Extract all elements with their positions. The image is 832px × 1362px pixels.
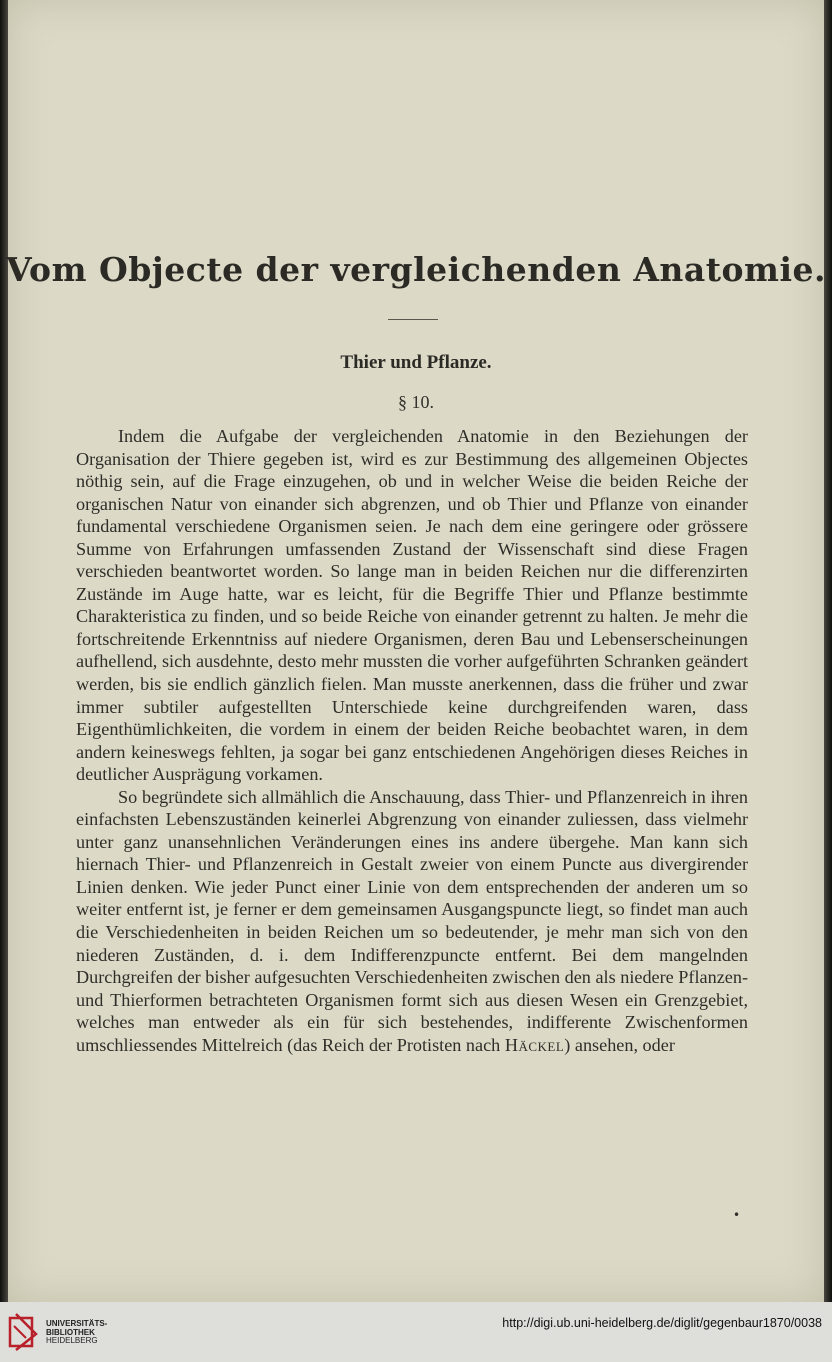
permalink-url[interactable]: http://digi.ub.uni-heidelberg.de/diglit/gegenbaur1870/0038 [502, 1316, 822, 1330]
margin-mark: • [733, 1208, 741, 1222]
library-name-line3: HEIDELBERG [46, 1336, 98, 1345]
body-text [76, 425, 748, 1056]
library-logo-icon [8, 1312, 38, 1352]
library-name-line1: UNIVERSITÄTS- [46, 1319, 108, 1328]
footer-bar [0, 1302, 832, 1362]
library-name-line2: BIBLIOTHEK [46, 1327, 95, 1337]
chapter-title: Vom Objecte der vergleichenden Anatomie. [5, 250, 826, 289]
author-name-haeckel: Häckel [504, 1034, 565, 1055]
paragraph-2-end: ) ansehen, oder [564, 1034, 675, 1055]
title-divider [388, 319, 438, 320]
book-edge-right [824, 0, 832, 1302]
section-number: § 10. [398, 392, 434, 412]
paragraph-2 [76, 786, 748, 1057]
paragraph-1: Indem die Aufgabe der vergleichenden Anatomie in den Beziehungen der Organisation der Thiere gegeben ist, wird es zur Bestimmung des allgemeinen Objectes nöthig sein, auf die Frage einzugehen, ob und in welcher Weise die beiden Reiche der organischen Natur von einander sich abgrenzen, und ob Thier und Pflanze von einander fundamental verschiedene Organismen seien. Je nach dem eine geringere oder grössere Summe von Erfahrungen umfassenden Zustand der Wissenschaft sind diese Fragen verschieden beantwortet worden. So lange man in beiden Reichen nur die differenzirten Zustände im Auge hatte, war es leicht, für die Begriffe Thier und Pflanze bestimmte Charakteristica zu finden, und so beide Reiche von einander getrennt zu halten. Je mehr die fortschreitende Erkenntniss auf niedere Organismen, deren Bau und Lebenserscheinungen aufhellend, sich ausdehnte, desto mehr mussten die vorher aufgeführten Schranken geändert werden, bis sie endlich gänzlich fielen. Man musste anerkennen, dass die früher und zwar immer subtiler aufgestellten Unterschiede keine durchgreifenden waren, dass Eigenthümlichkeiten, die vordem in einem der beiden Reiche beobachtet waren, in dem andern keineswegs fehlten, ja sogar bei ganz entschiedenen Angehörigen dieses Reiches in deutlicher Ausprägung vorkamen. [76, 426, 748, 785]
library-name [46, 1320, 107, 1346]
paragraph-2-text: So begründete sich allmählich die Anschauung, dass Thier- und Pflanzenreich in ihren einfachsten Lebenszuständen keinerlei Abgrenzung von einander zuliessen, dass vielmehr unter ganz unansehnlichen Veränderungen eines ins andere übergehe. Man kann sich hiernach Thier- und Pflanzenreich in Gestalt zweier von einem Puncte aus divergirender Linien denken. Wie jeder Punct einer Linie von dem entsprechenden der anderen um so weiter entfernt ist, je ferner er dem gemeinsamen Ausgangspuncte liegt, so findet man auch die Verschiedenheiten in beiden Reichen um so bedeutender, je mehr man sich von den niederen Zuständen, d. i. dem Indifferenzpuncte entfernt. Bei dem mangelnden Durchgreifen der bisher aufgesuchten Verschiedenheiten zwischen den als niedere Pflanzen- und Thierformen betrachteten Organismen formt sich aus diesen Wesen ein Grenzgebiet, welches man entweder als ein für sich bestehendes, indifferente Zwischenformen umschliessendes Mittelreich (das Reich der Protisten nach [76, 786, 748, 1055]
book-edge-left [0, 0, 8, 1302]
section-subtitle: Thier und Pflanze. [340, 352, 492, 373]
